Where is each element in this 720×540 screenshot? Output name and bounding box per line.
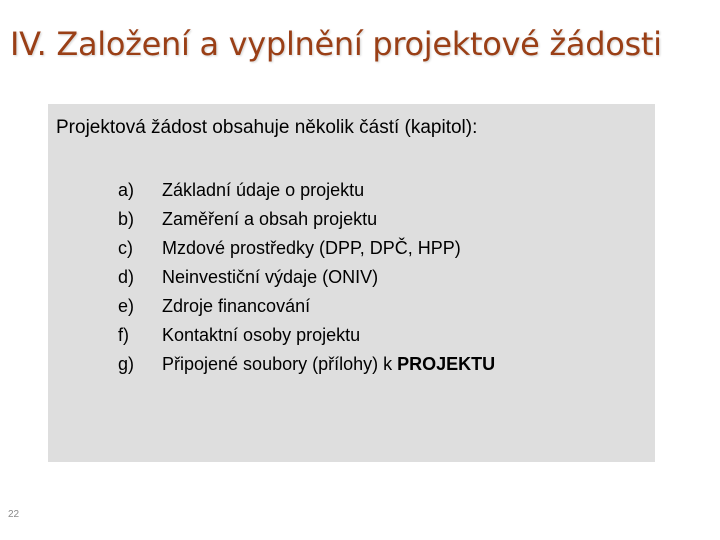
chapter-letter: f) (118, 325, 129, 345)
chapter-text: Zaměření a obsah projektu (162, 209, 378, 229)
chapter-item-b (118, 205, 495, 234)
chapter-item-g (118, 350, 495, 379)
chapter-text: Základní údaje o projektu (162, 180, 365, 200)
page-number: 22 (8, 509, 20, 520)
chapter-letter: g) (118, 354, 135, 374)
chapter-letter: b) (118, 209, 135, 229)
chapter-text: Zdroje financování (162, 296, 311, 316)
chapter-text: Mzdové prostředky (DPP, DPČ, HPP) (162, 238, 461, 258)
content-heading: Projektová žádost obsahuje několik částí (kapitol): (56, 117, 478, 138)
chapter-text: Připojené soubory (přílohy) k (162, 354, 398, 374)
chapter-letter: a) (118, 180, 135, 200)
chapter-letter: d) (118, 267, 135, 287)
chapter-item-f (118, 321, 495, 350)
chapter-text: Kontaktní osoby projektu (162, 325, 361, 345)
chapter-list (118, 176, 495, 379)
chapter-item-e (118, 292, 495, 321)
chapter-item-d (118, 263, 495, 292)
chapter-letter: c) (118, 238, 133, 258)
chapter-text: Neinvestiční výdaje (ONIV) (162, 267, 379, 287)
chapter-text-emphasis: PROJEKTU (397, 354, 496, 374)
content-box (48, 104, 655, 462)
slide-title: IV. Založení a vyplnění projektové žádosti (10, 25, 662, 63)
chapter-letter: e) (118, 296, 135, 316)
chapter-item-c (118, 234, 495, 263)
chapter-item-a (118, 176, 495, 205)
